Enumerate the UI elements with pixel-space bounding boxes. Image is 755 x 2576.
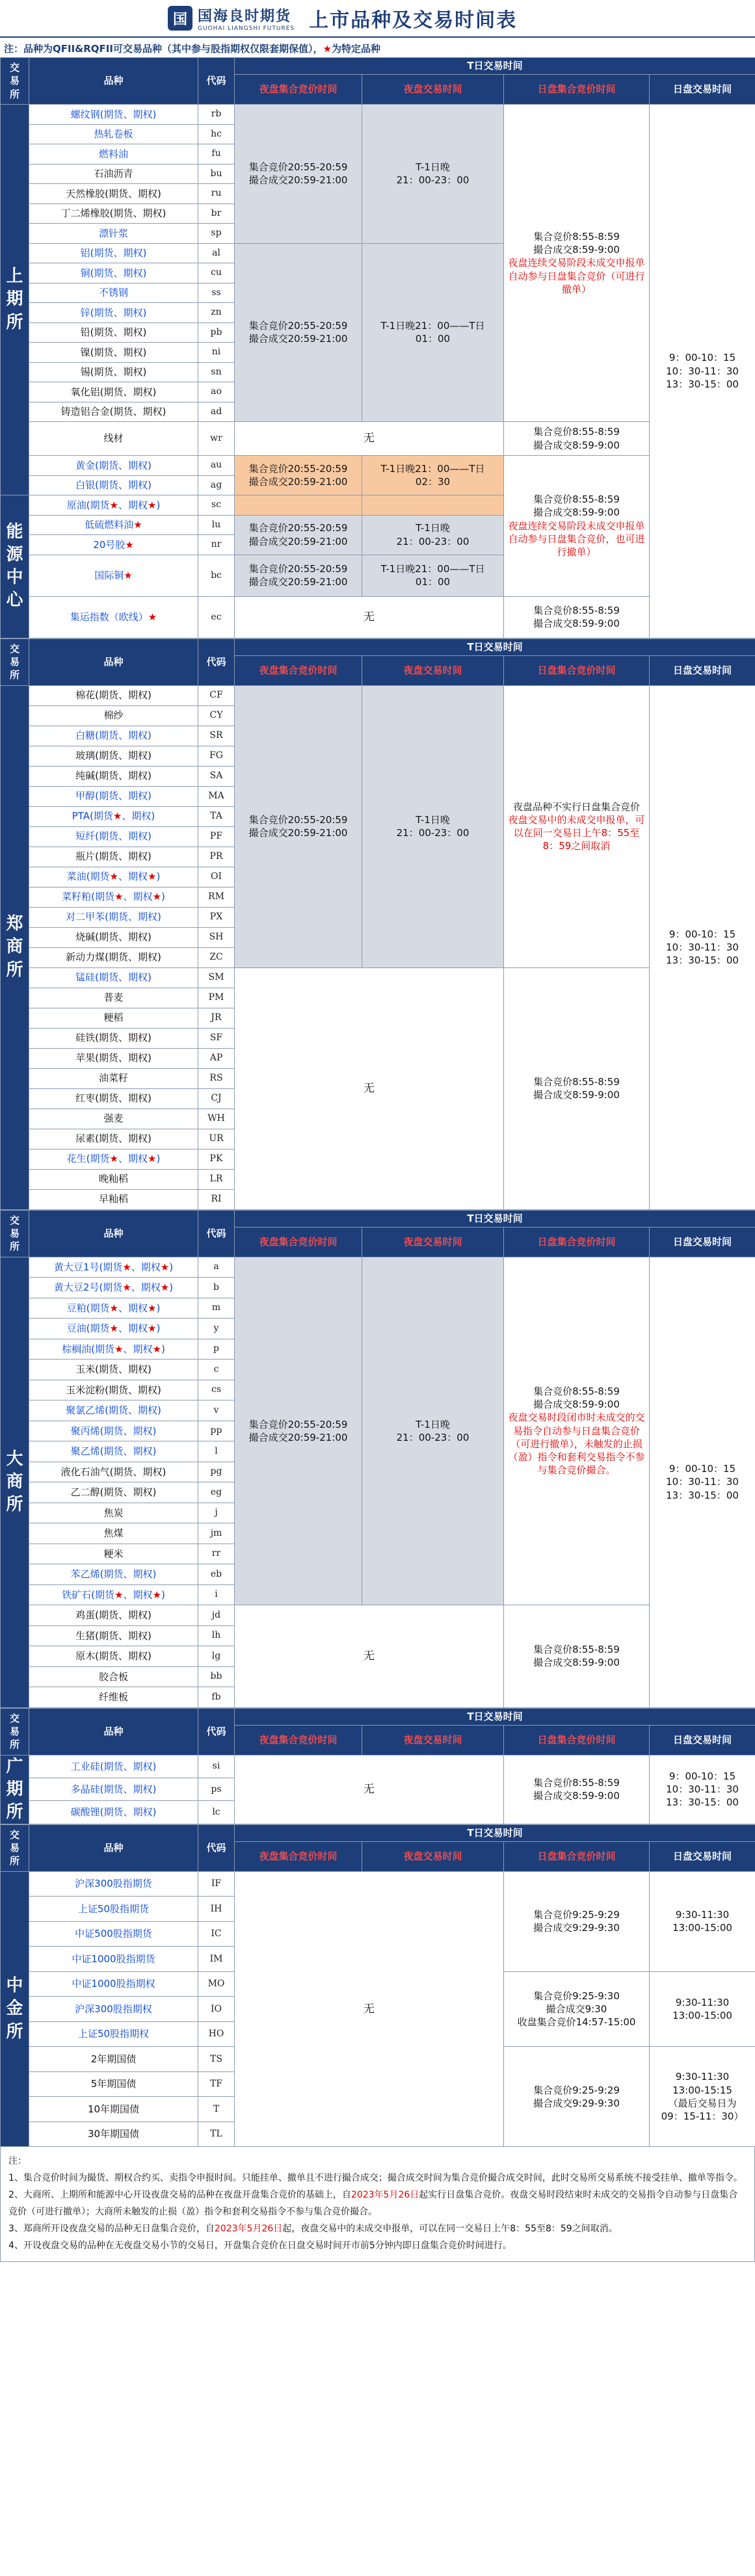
product-code: SM [198, 967, 235, 988]
table-row: 锰硅(期货、期权) SM 无 集合竞价8:55-8:59 撮合成交8:59-9:00 [1, 967, 755, 988]
product-code: CF [198, 685, 235, 705]
col-t-day: T日交易时间 [235, 1708, 755, 1725]
product-name: 线材 [29, 422, 198, 456]
header [0, 0, 755, 38]
product-code: AP [198, 1048, 235, 1068]
product-name: 纯碱(期货、期权) [29, 766, 198, 786]
table-czce [0, 638, 755, 1210]
exchange-dce: 大 商 所 [1, 1257, 29, 1707]
product-code: b [198, 1278, 235, 1298]
product-code: TS [198, 2047, 235, 2072]
dce-day-trading: 9：00-10：15 10：30-11：30 13：30-15：00 [650, 1257, 755, 1707]
product-name: 工业硅(期货、期权) [29, 1755, 198, 1778]
product-code: SF [198, 1028, 235, 1048]
col-day-auction: 日盘集合竞价时间 [504, 1841, 650, 1871]
product-code: TF [198, 2071, 235, 2097]
col-day-trading: 日盘交易时间 [650, 655, 755, 685]
col-night-trading: 夜盘交易时间 [362, 1227, 504, 1257]
product-code: j [198, 1503, 235, 1523]
product-name: 对二甲苯(期货、期权) [29, 907, 198, 927]
col-day-auction: 日盘集合竞价时间 [504, 1227, 650, 1257]
product-name: 黄大豆2号(期货★、期权★) [29, 1278, 198, 1298]
table-row: 中证1000股指期权 MO 集合竞价9:25-9:30 撮合成交9:30 收盘集合竞价14:57-15:00 9:30-11:30 13:00-15:00 [1, 1971, 755, 1997]
col-code: 代码 [198, 638, 235, 685]
product-name: 铝(期货、期权) [29, 243, 198, 263]
exchange-shfe: 上 期 所 [1, 105, 29, 495]
product-code: CJ [198, 1088, 235, 1109]
product-code: ss [198, 283, 235, 303]
product-code: a [198, 1257, 235, 1278]
table-row: 国际铜★ bc 集合竞价20:55-20:59 撮合成交20:59-21:00 T-1日晚21：00——T日 01：00 [1, 555, 755, 596]
product-code: WH [198, 1109, 235, 1129]
product-name: 尿素(期货、期权) [29, 1129, 198, 1149]
product-code: ec [198, 596, 235, 638]
product-code: lu [198, 515, 235, 535]
product-code: bb [198, 1666, 235, 1687]
product-name: 豆粕(期货★、期权★) [29, 1298, 198, 1319]
col-day-trading: 日盘交易时间 [650, 1841, 755, 1871]
product-code: hc [198, 124, 235, 144]
product-name: 中证500股指期货 [29, 1921, 198, 1947]
product-name: 早籼稻 [29, 1189, 198, 1209]
product-code: IF [198, 1871, 235, 1897]
product-code: LR [198, 1169, 235, 1189]
table-cffex [0, 1824, 755, 2148]
product-name: 甲醇(期货、期权) [29, 786, 198, 806]
col-night-auction: 夜盘集合竞价时间 [235, 1841, 362, 1871]
product-name: 粳稻 [29, 1008, 198, 1028]
col-night-auction: 夜盘集合竞价时间 [235, 75, 362, 105]
product-name: 集运指数（欧线）★ [29, 596, 198, 638]
product-code: ps [198, 1778, 235, 1800]
product-name: 螺纹钢(期货、期权) [29, 105, 198, 125]
product-code: sn [198, 362, 235, 382]
product-code: i [198, 1584, 235, 1605]
product-name: 焦煤 [29, 1523, 198, 1544]
product-name: 纤维板 [29, 1687, 198, 1708]
table-row: 广 期 所 工业硅(期货、期权) si 无 集合竞价8:55-8:59 撮合成交8:59-9:00 9：00-10：15 10：30-11：30 13：30-15：00 [1, 1755, 755, 1778]
col-product: 品种 [29, 1210, 198, 1257]
table-row: 线材 wr 无 集合竞价8:55-8:59 撮合成交8:59-9:00 [1, 422, 755, 456]
product-name: 玉米淀粉(期货、期权) [29, 1380, 198, 1400]
product-name: 棉纱 [29, 705, 198, 726]
product-name: 2年期国债 [29, 2047, 198, 2072]
product-code: IH [198, 1897, 235, 1922]
col-t-day: T日交易时间 [235, 638, 755, 655]
product-name: 30年期国债 [29, 2122, 198, 2147]
product-name: 豆油(期货★、期权★) [29, 1319, 198, 1339]
col-night-auction: 夜盘集合竞价时间 [235, 1227, 362, 1257]
product-name: 漂针浆 [29, 224, 198, 244]
product-code: HO [198, 2021, 235, 2047]
product-name: 铜(期货、期权) [29, 263, 198, 283]
col-code: 代码 [198, 1708, 235, 1755]
product-code: lc [198, 1801, 235, 1824]
product-name: 碳酸锂(期货、期权) [29, 1801, 198, 1824]
product-name: 玻璃(期货、期权) [29, 746, 198, 766]
product-name: 菜油(期货★、期权★) [29, 867, 198, 887]
logo-mark-icon: 国 [168, 6, 192, 31]
product-name: 油菜籽 [29, 1068, 198, 1088]
product-name: 5年期国债 [29, 2071, 198, 2097]
product-name: 短纤(期货、期权) [29, 826, 198, 847]
product-name: 液化石油气(期货、期权) [29, 1462, 198, 1482]
product-name: 中证1000股指期货 [29, 1947, 198, 1972]
product-code: rb [198, 105, 235, 125]
product-code: UR [198, 1129, 235, 1149]
product-code: c [198, 1360, 235, 1380]
col-night-trading: 夜盘交易时间 [362, 1725, 504, 1755]
product-code: PF [198, 826, 235, 847]
product-code: SR [198, 726, 235, 746]
star-icon: ★ [323, 43, 332, 55]
product-code: sp [198, 224, 235, 244]
logo-cn: 国海良时期货 [198, 8, 292, 25]
product-code: ad [198, 402, 235, 422]
product-name: 乙二醇(期货、期权) [29, 1482, 198, 1503]
product-name: 胶合板 [29, 1666, 198, 1687]
product-name: 鸡蛋(期货、期权) [29, 1605, 198, 1626]
product-name: 玉米(期货、期权) [29, 1360, 198, 1380]
table-row: 大 商 所 黄大豆1号(期货★、期权★) a 集合竞价20:55-20:59 撮合成交20:59-21:00 T-1日晚 21：00-23：00 集合竞价8:55-8:59 撮合成交8:59-9:00 夜盘交易时段闭市时未成交的交易指令自动参与日盘集合竞价（可进行撤单），未触发的止损（盈）指令和套利交易指令不参与集合竞价撮合。 9：00-10：15 10：30-11：30 13：30-15：00 [1, 1257, 755, 1278]
col-code: 代码 [198, 1210, 235, 1257]
table-row: 黄金(期货、期权) au 集合竞价20:55-20:59 撮合成交20:59-21:00 T-1日晚21：00——T日 02：30 集合竞价8:55-8:59 撮合成交8:59-9:00 夜盘连续交易阶段未成交申报单自动参与日盘集合竞价，也可进行撤单） [1, 456, 755, 476]
table-row: 低硫燃料油★ lu 集合竞价20:55-20:59 撮合成交20:59-21:00 T-1日晚 21：00-23：00 [1, 515, 755, 535]
col-night-trading: 夜盘交易时间 [362, 75, 504, 105]
product-name: 铅(期货、期权) [29, 322, 198, 343]
product-name: 丁二烯橡胶(期货、期权) [29, 204, 198, 224]
czce-day-trading: 9：00-10：15 10：30-11：30 13：30-15：00 [650, 685, 755, 1209]
exchange-ine: 能 源 中 心 [1, 495, 29, 638]
product-code: lg [198, 1646, 235, 1667]
col-day-trading: 日盘交易时间 [650, 1725, 755, 1755]
product-name: 苹果(期货、期权) [29, 1048, 198, 1068]
table-row: 中 金 所 沪深300股指期货 IF 无 集合竞价9:25-9:29 撮合成交9:29-9:30 9:30-11:30 13:00-15:00 [1, 1871, 755, 1897]
product-name: 聚丙烯(期货、期权) [29, 1421, 198, 1441]
table-row: 铝(期货、期权) al 集合竞价20:55-20:59 撮合成交20:59-21:00 T-1日晚21：00——T日 01：00 [1, 243, 755, 263]
product-code: IC [198, 1921, 235, 1947]
product-name: 原木(期货、期权) [29, 1646, 198, 1667]
product-name: 红枣(期货、期权) [29, 1088, 198, 1109]
table-row: 上 期 所 螺纹钢(期货、期权) rb 集合竞价20:55-20:59 撮合成交20:59-21:00 T-1日晚 21：00-23：00 集合竞价8:55-8:59 撮合成交8:59-9:00 夜盘连续交易阶段未成交申报单自动参与日盘集合竞价（可进行撤单） 9：00-10：15 10：30-11：30 13：30-15：00 [1, 105, 755, 125]
exchange-cffex: 中 金 所 [1, 1871, 29, 2147]
product-code: ru [198, 184, 235, 204]
col-day-trading: 日盘交易时间 [650, 1227, 755, 1257]
col-exchange: 交 易 所 [1, 638, 29, 685]
product-code: bu [198, 164, 235, 184]
col-t-day: T日交易时间 [235, 1824, 755, 1841]
footnotes: 注： 1、集合竞价时间为撮货、期权合约买、卖指令申报时间。只能挂单、撤单且不进行撮合成交；撮合成交时间为集合竞价撮合成交时间，此时交易所交易系统不接受挂单、撤单等指令。 2、大商所、上期所和能源中心开设夜盘交易的品种在夜盘开盘集合竞价的基础上，自2023年5月26日起实行日盘集合竞价。夜盘交易时段结束时未成交的交易指令自动参与日盘集合竞价（可进行撤单）；大商所未触发的止损（盈）指令和套利交易指令不参与集合竞价撮合。 3、郑商所开设夜盘交易的品种无日盘集合竞价，自2023年5月26日起，夜盘交易中的未成交申报单，可以在同一交易日上午8：55至8：59之间取消。 4、开设夜盘交易的品种在无夜盘交易小节的交易日，开盘集合竞价在日盘交易时间开市前5分钟内即日盘集合竞价时间进行。 [0, 2147, 755, 2261]
product-code: ao [198, 382, 235, 402]
col-day-trading: 日盘交易时间 [650, 75, 755, 105]
product-code: rr [198, 1544, 235, 1564]
product-name: 棕榈油(期货★、期权★) [29, 1339, 198, 1360]
product-code: T [198, 2097, 235, 2122]
product-code: v [198, 1400, 235, 1421]
col-day-auction: 日盘集合竞价时间 [504, 655, 650, 685]
product-code: l [198, 1441, 235, 1462]
product-name: 瓶片(期货、期权) [29, 847, 198, 867]
product-name: 燃料油 [29, 144, 198, 164]
col-product: 品种 [29, 58, 198, 105]
col-t-day: T日交易时间 [235, 58, 755, 75]
product-name: 沪深300股指期权 [29, 1997, 198, 2022]
col-product: 品种 [29, 1708, 198, 1755]
product-name: 铸造铝合金(期货、期权) [29, 402, 198, 422]
col-exchange: 交 易 所 [1, 1210, 29, 1257]
col-night-auction: 夜盘集合竞价时间 [235, 1725, 362, 1755]
col-code: 代码 [198, 58, 235, 105]
product-code: sc [198, 495, 235, 516]
top-note: 注：品种为QFII&RQFII可交易品种（其中参与股指期权仅限套期保值），★为特定品种 [4, 43, 380, 55]
product-name: 黄大豆1号(期货★、期权★) [29, 1257, 198, 1278]
product-code: MA [198, 786, 235, 806]
product-code: PK [198, 1149, 235, 1169]
product-name: 多晶硅(期货、期权) [29, 1778, 198, 1800]
product-code: SA [198, 766, 235, 786]
product-code: FG [198, 746, 235, 766]
table-shfe [0, 57, 755, 638]
shfe-day-trading: 9：00-10：15 10：30-11：30 13：30-15：00 [650, 105, 755, 638]
product-code: p [198, 1339, 235, 1360]
table-row: 鸡蛋(期货、期权) jd 无 集合竞价8:55-8:59 撮合成交8:59-9:00 [1, 1605, 755, 1626]
col-night-trading: 夜盘交易时间 [362, 655, 504, 685]
product-code: RM [198, 887, 235, 907]
product-name: 不锈钢 [29, 283, 198, 303]
product-code: jd [198, 1605, 235, 1626]
product-name: 镍(期货、期权) [29, 343, 198, 363]
product-name: 20号胶★ [29, 535, 198, 555]
product-name: 菜籽粕(期货★、期权★) [29, 887, 198, 907]
table-row: 2年期国债 TS 集合竞价9:25-9:29 撮合成交9:29-9:30 9:30-11:30 13:00-15:15 （最后交易日为 09：15-11：30） [1, 2047, 755, 2072]
product-code: RS [198, 1068, 235, 1088]
product-code: bc [198, 555, 235, 596]
product-code: IO [198, 1997, 235, 2022]
doc-title: 上市品种及交易时间表 [309, 9, 518, 32]
product-name: 铁矿石(期货★、期权★) [29, 1584, 198, 1605]
product-code: jm [198, 1523, 235, 1544]
product-name: 白银(期货、期权) [29, 475, 198, 495]
product-name: 焦炭 [29, 1503, 198, 1523]
product-code: nr [198, 535, 235, 555]
col-exchange: 交 易 所 [1, 1708, 29, 1755]
product-name: 上证50股指期货 [29, 1897, 198, 1922]
product-name: 聚氯乙烯(期货、期权) [29, 1400, 198, 1421]
product-code: eb [198, 1564, 235, 1585]
product-name: 锡(期货、期权) [29, 362, 198, 382]
product-name: 生猪(期货、期权) [29, 1625, 198, 1646]
product-name: 热轧卷板 [29, 124, 198, 144]
product-code: CY [198, 705, 235, 726]
product-name: 棉花(期货、期权) [29, 685, 198, 705]
product-code: OI [198, 867, 235, 887]
product-name: 石油沥青 [29, 164, 198, 184]
product-code: RI [198, 1189, 235, 1209]
company-logo [168, 5, 295, 32]
product-code: JR [198, 1008, 235, 1028]
product-code: m [198, 1298, 235, 1319]
product-code: IM [198, 1947, 235, 1972]
logo-en: GUOHAI LIANGSHI FUTURES [198, 25, 295, 32]
col-exchange: 交 易 所 [1, 1824, 29, 1871]
product-code: zn [198, 303, 235, 323]
product-name: 普麦 [29, 988, 198, 1008]
col-code: 代码 [198, 1824, 235, 1871]
product-code: pp [198, 1421, 235, 1441]
product-name: 原油(期货★、期权★) [29, 495, 198, 516]
col-product: 品种 [29, 1824, 198, 1871]
product-code: ni [198, 343, 235, 363]
product-code: fu [198, 144, 235, 164]
product-code: cu [198, 263, 235, 283]
table-row: 集运指数（欧线）★ ec 无 集合竞价8:55-8:59 撮合成交8:59-9:00 [1, 596, 755, 638]
product-name: 聚乙烯(期货、期权) [29, 1441, 198, 1462]
exchange-czce: 郑 商 所 [1, 685, 29, 1209]
product-name: 白糖(期货、期权) [29, 726, 198, 746]
exchange-tables [0, 57, 755, 2147]
product-code: PR [198, 847, 235, 867]
product-name: 国际铜★ [29, 555, 198, 596]
product-name: 锌(期货、期权) [29, 303, 198, 323]
product-name: 强麦 [29, 1109, 198, 1129]
product-code: cs [198, 1380, 235, 1400]
product-code: pg [198, 1462, 235, 1482]
col-day-auction: 日盘集合竞价时间 [504, 75, 650, 105]
product-name: 中证1000股指期权 [29, 1971, 198, 1997]
product-name: 晚籼稻 [29, 1169, 198, 1189]
product-code: au [198, 456, 235, 476]
col-t-day: T日交易时间 [235, 1210, 755, 1227]
product-code: br [198, 204, 235, 224]
product-name: 烧碱(期货、期权) [29, 927, 198, 947]
product-name: 粳米 [29, 1544, 198, 1564]
product-code: y [198, 1319, 235, 1339]
table-dce [0, 1210, 755, 1708]
product-code: al [198, 243, 235, 263]
gfex-day-trading: 9：00-10：15 10：30-11：30 13：30-15：00 [650, 1755, 755, 1824]
product-code: TA [198, 806, 235, 826]
product-name: 上证50股指期权 [29, 2021, 198, 2047]
product-code: fb [198, 1687, 235, 1708]
col-night-auction: 夜盘集合竞价时间 [235, 655, 362, 685]
product-code: ZC [198, 947, 235, 967]
table-gfex [0, 1708, 755, 1824]
product-code: TL [198, 2122, 235, 2147]
product-name: 花生(期货★、期权★) [29, 1149, 198, 1169]
product-code: eg [198, 1482, 235, 1503]
col-day-auction: 日盘集合竞价时间 [504, 1725, 650, 1755]
product-name: 氧化铝(期货、期权) [29, 382, 198, 402]
product-name: 天然橡胶(期货、期权) [29, 184, 198, 204]
table-row: 郑 商 所 棉花(期货、期权) CF 集合竞价20:55-20:59 撮合成交20:59-21:00 T-1日晚 21：00-23：00 夜盘品种不实行日盘集合竞价 夜盘交易中的未成交申报单，可以在同一交易日上午8：55至8：59之间取消 9：00-10：15 10：30-11：30 13：30-15：00 [1, 685, 755, 705]
product-name: 黄金(期货、期权) [29, 456, 198, 476]
product-name: 沪深300股指期货 [29, 1871, 198, 1897]
product-code: MO [198, 1971, 235, 1997]
product-code: lh [198, 1625, 235, 1646]
product-code: PM [198, 988, 235, 1008]
product-code: si [198, 1755, 235, 1778]
product-code: PX [198, 907, 235, 927]
product-code: SH [198, 927, 235, 947]
product-code: wr [198, 422, 235, 456]
col-product: 品种 [29, 638, 198, 685]
product-name: 新动力煤(期货、期权) [29, 947, 198, 967]
exchange-gfex: 广 期 所 [1, 1755, 29, 1824]
col-exchange: 交 易 所 [1, 58, 29, 105]
product-name: 锰硅(期货、期权) [29, 967, 198, 988]
product-name: PTA(期货★、期权) [29, 806, 198, 826]
product-name: 低硫燃料油★ [29, 515, 198, 535]
col-night-trading: 夜盘交易时间 [362, 1841, 504, 1871]
product-name: 苯乙烯(期货、期权) [29, 1564, 198, 1585]
product-code: pb [198, 322, 235, 343]
product-name: 10年期国债 [29, 2097, 198, 2122]
product-code: ag [198, 475, 235, 495]
product-name: 硅铁(期货、期权) [29, 1028, 198, 1048]
